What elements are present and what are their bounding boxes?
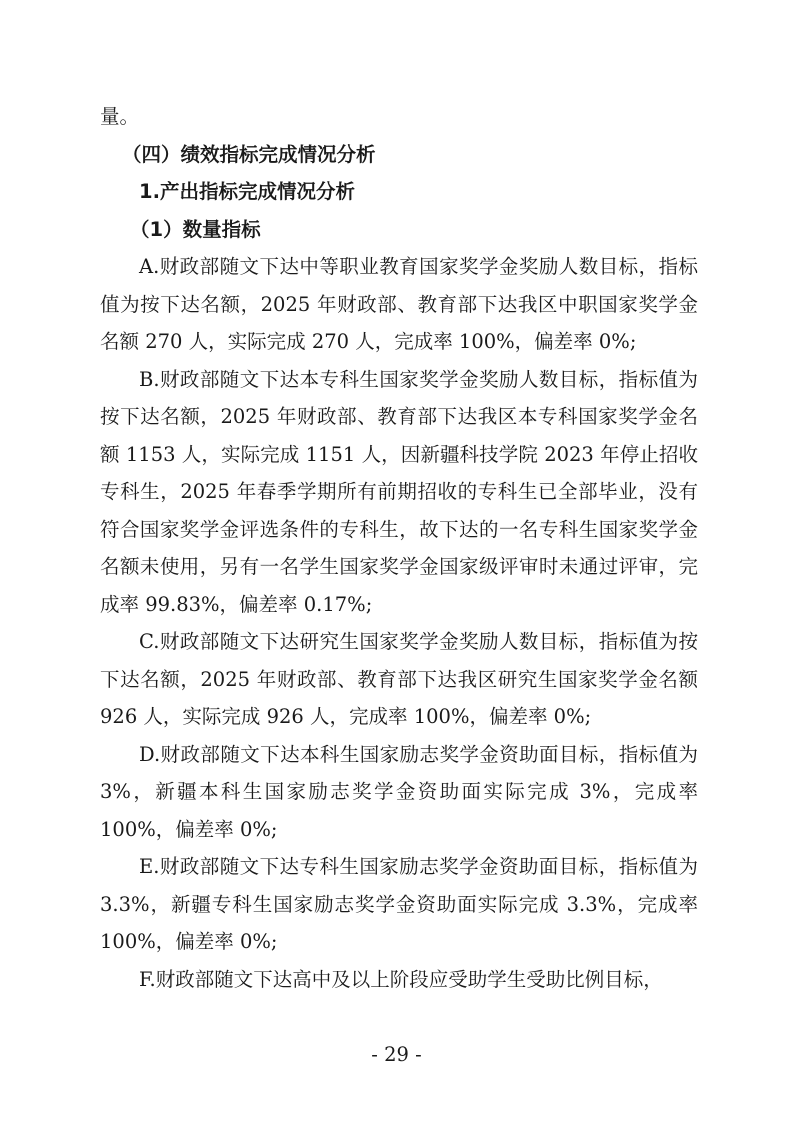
document-body — [100, 98, 698, 998]
section-heading: （四）绩效指标完成情况分析 — [122, 142, 376, 166]
paragraph-d: D.财政部随文下达本科生国家励志奖学金资助面目标，指标值为 3%，新疆本科生国家励志奖学金资助面实际完成 3%，完成率 100%，偏差率 0%; — [100, 742, 698, 841]
continuation-text: 量。 — [100, 105, 140, 128]
sub-subsection-heading: （1）数量指标 — [130, 217, 261, 241]
paragraph-c: C.财政部随文下达研究生国家奖学金奖励人数目标，指标值为按下达名额，2025 年财政部、教育部下达我区研究生国家奖学金名额 926 人，实际完成 926 人，完成率 100%，偏差率 0%; — [100, 630, 698, 728]
page-number: - 29 - — [371, 1043, 422, 1066]
paragraph-e: E.财政部随文下达专科生国家励志奖学金资助面目标，指标值为 3.3%，新疆专科生国家励志奖学金资助面实际完成 3.3%，完成率 100%，偏差率 0%; — [100, 855, 698, 953]
paragraph-b: B.财政部随文下达本专科生国家奖学金奖励人数目标，指标值为按下达名额，2025 年财政部、教育部下达我区本专科国家奖学金名额 1153 人，实际完成 1151 人，因新疆科技学院 2023 年停止招收专科生，2025 年春季学期所有前期招收的专科生已全部毕业，没有符合国家奖学金评选条件的专科生，故下达的一名专科生国家奖学金名额未使用，另有一名学生国家奖学金国家级评审时未通过评审，完成率 99.83%，偏差率 0.17%; — [100, 367, 698, 616]
paragraph-f: F.财政部随文下达高中及以上阶段应受助学生受助比例目标， — [139, 967, 663, 991]
subsection-heading: 1.产出指标完成情况分析 — [139, 180, 355, 203]
paragraph-a: A.财政部随文下达中等职业教育国家奖学金奖励人数目标，指标值为按下达名额，2025 年财政部、教育部下达我区中职国家奖学金名额 270 人，实际完成 270 人，完成率 100%，偏差率 0%; — [100, 255, 698, 353]
